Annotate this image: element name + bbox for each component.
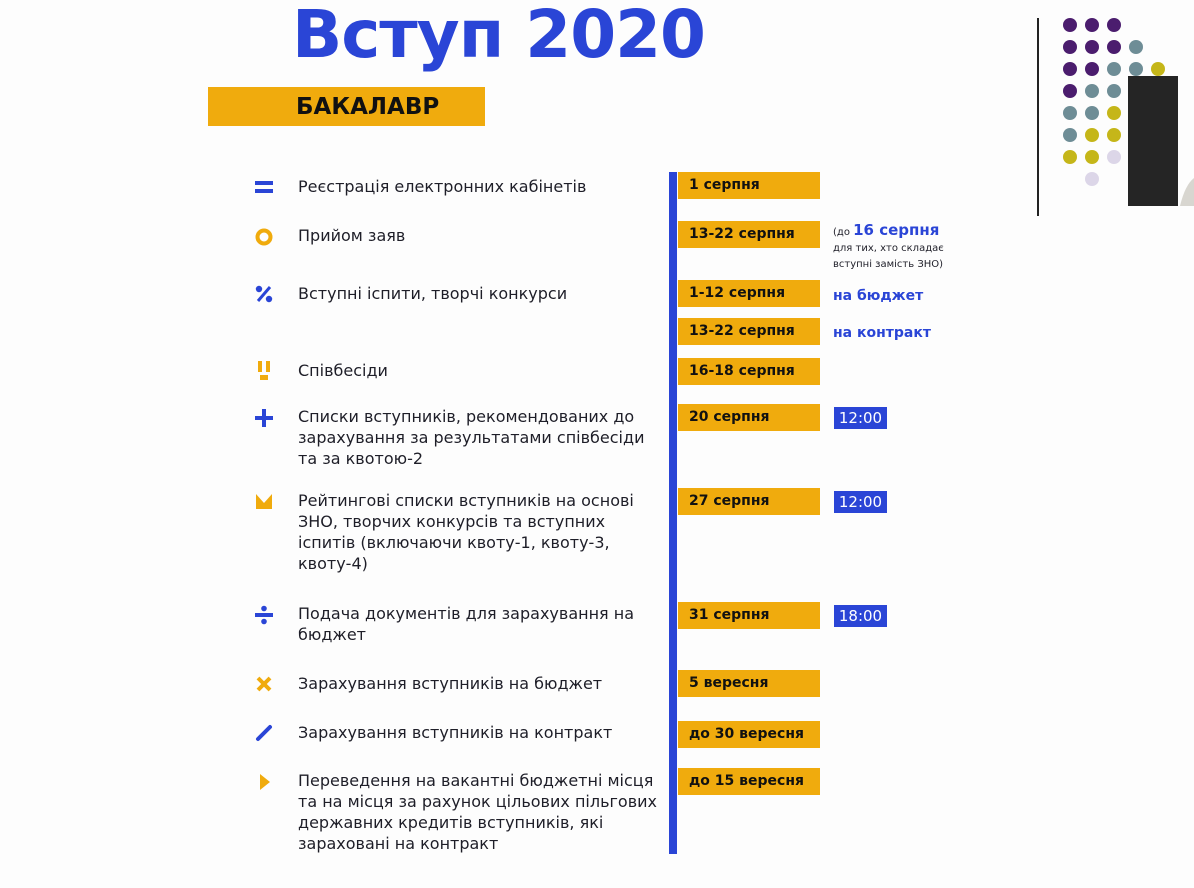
percent-icon — [253, 283, 275, 305]
note-contract: на контракт — [833, 325, 931, 341]
row-date-budget-enrollment: 5 вересня — [678, 670, 820, 697]
row-label-transfer: Переведення на вакантні бюджетні місця та на місця за рахунок цільових пільгових державних кредитів вступників, які зараховані на контракт — [298, 771, 657, 853]
equals-icon — [253, 176, 275, 198]
row-label-rating-lists: Рейтингові списки вступників на основі ЗНО, творчих конкурсів та вступних іспитів (включаючи квоту-1, квоту-3, квоту-4) — [298, 491, 634, 573]
note-prefix: (до — [833, 227, 854, 238]
row-label-documents: Подача документів для зарахування на бюджет — [298, 604, 635, 644]
time-badge-rating-lists: 12:00 — [834, 491, 887, 513]
row-label-contract-enrollment: Зарахування вступників на контракт — [298, 723, 613, 742]
row-date-interview-lists: 20 серпня — [678, 404, 820, 431]
exclamation-icon — [253, 360, 275, 382]
row-label-registration: Реєстрація електронних кабінетів — [298, 177, 587, 196]
row-label-interviews: Співбесіди — [298, 361, 388, 380]
row-date-transfer: до 15 вересня — [678, 768, 820, 795]
row-date-applications: 13-22 серпня — [678, 221, 820, 248]
note-deadline: 16 серпня — [853, 221, 940, 239]
row-label-interview-lists: Списки вступників, рекомендованих до зарахування за результатами співбесіди та за квотою-2 — [298, 407, 645, 468]
applications-note — [833, 222, 983, 273]
row-date-registration: 1 серпня — [678, 172, 820, 199]
note-budget: на бюджет — [833, 288, 924, 304]
row-date-exams-contract: 13-22 серпня — [678, 318, 820, 345]
banner-label: БАКАЛАВР — [296, 94, 440, 120]
page-title: Вступ 2020 — [292, 0, 705, 73]
ring-icon — [253, 226, 275, 248]
row-date-contract-enrollment: до 30 вересня — [678, 721, 820, 748]
row-label-budget-enrollment: Зарахування вступників на бюджет — [298, 674, 603, 693]
divide-icon — [253, 604, 275, 626]
plus-icon — [253, 407, 275, 429]
slash-icon — [253, 722, 275, 744]
triangle-icon — [253, 771, 275, 793]
cross-icon — [253, 673, 275, 695]
time-badge-interview-lists: 12:00 — [834, 407, 887, 429]
time-badge-documents: 18:00 — [834, 605, 887, 627]
row-date-documents: 31 серпня — [678, 602, 820, 629]
note-detail: для тих, хто складає вступні замість ЗНО) — [833, 243, 944, 270]
decorative-dot-pattern — [1030, 0, 1194, 230]
row-label-applications: Прийом заяв — [298, 226, 406, 245]
timeline-line — [669, 172, 677, 854]
row-date-interviews: 16-18 серпня — [678, 358, 820, 385]
crown-icon — [253, 490, 275, 512]
row-date-rating-lists: 27 серпня — [678, 488, 820, 515]
row-label-exams: Вступні іспити, творчі конкурси — [298, 284, 568, 303]
row-date-exams-budget: 1-12 серпня — [678, 280, 820, 307]
